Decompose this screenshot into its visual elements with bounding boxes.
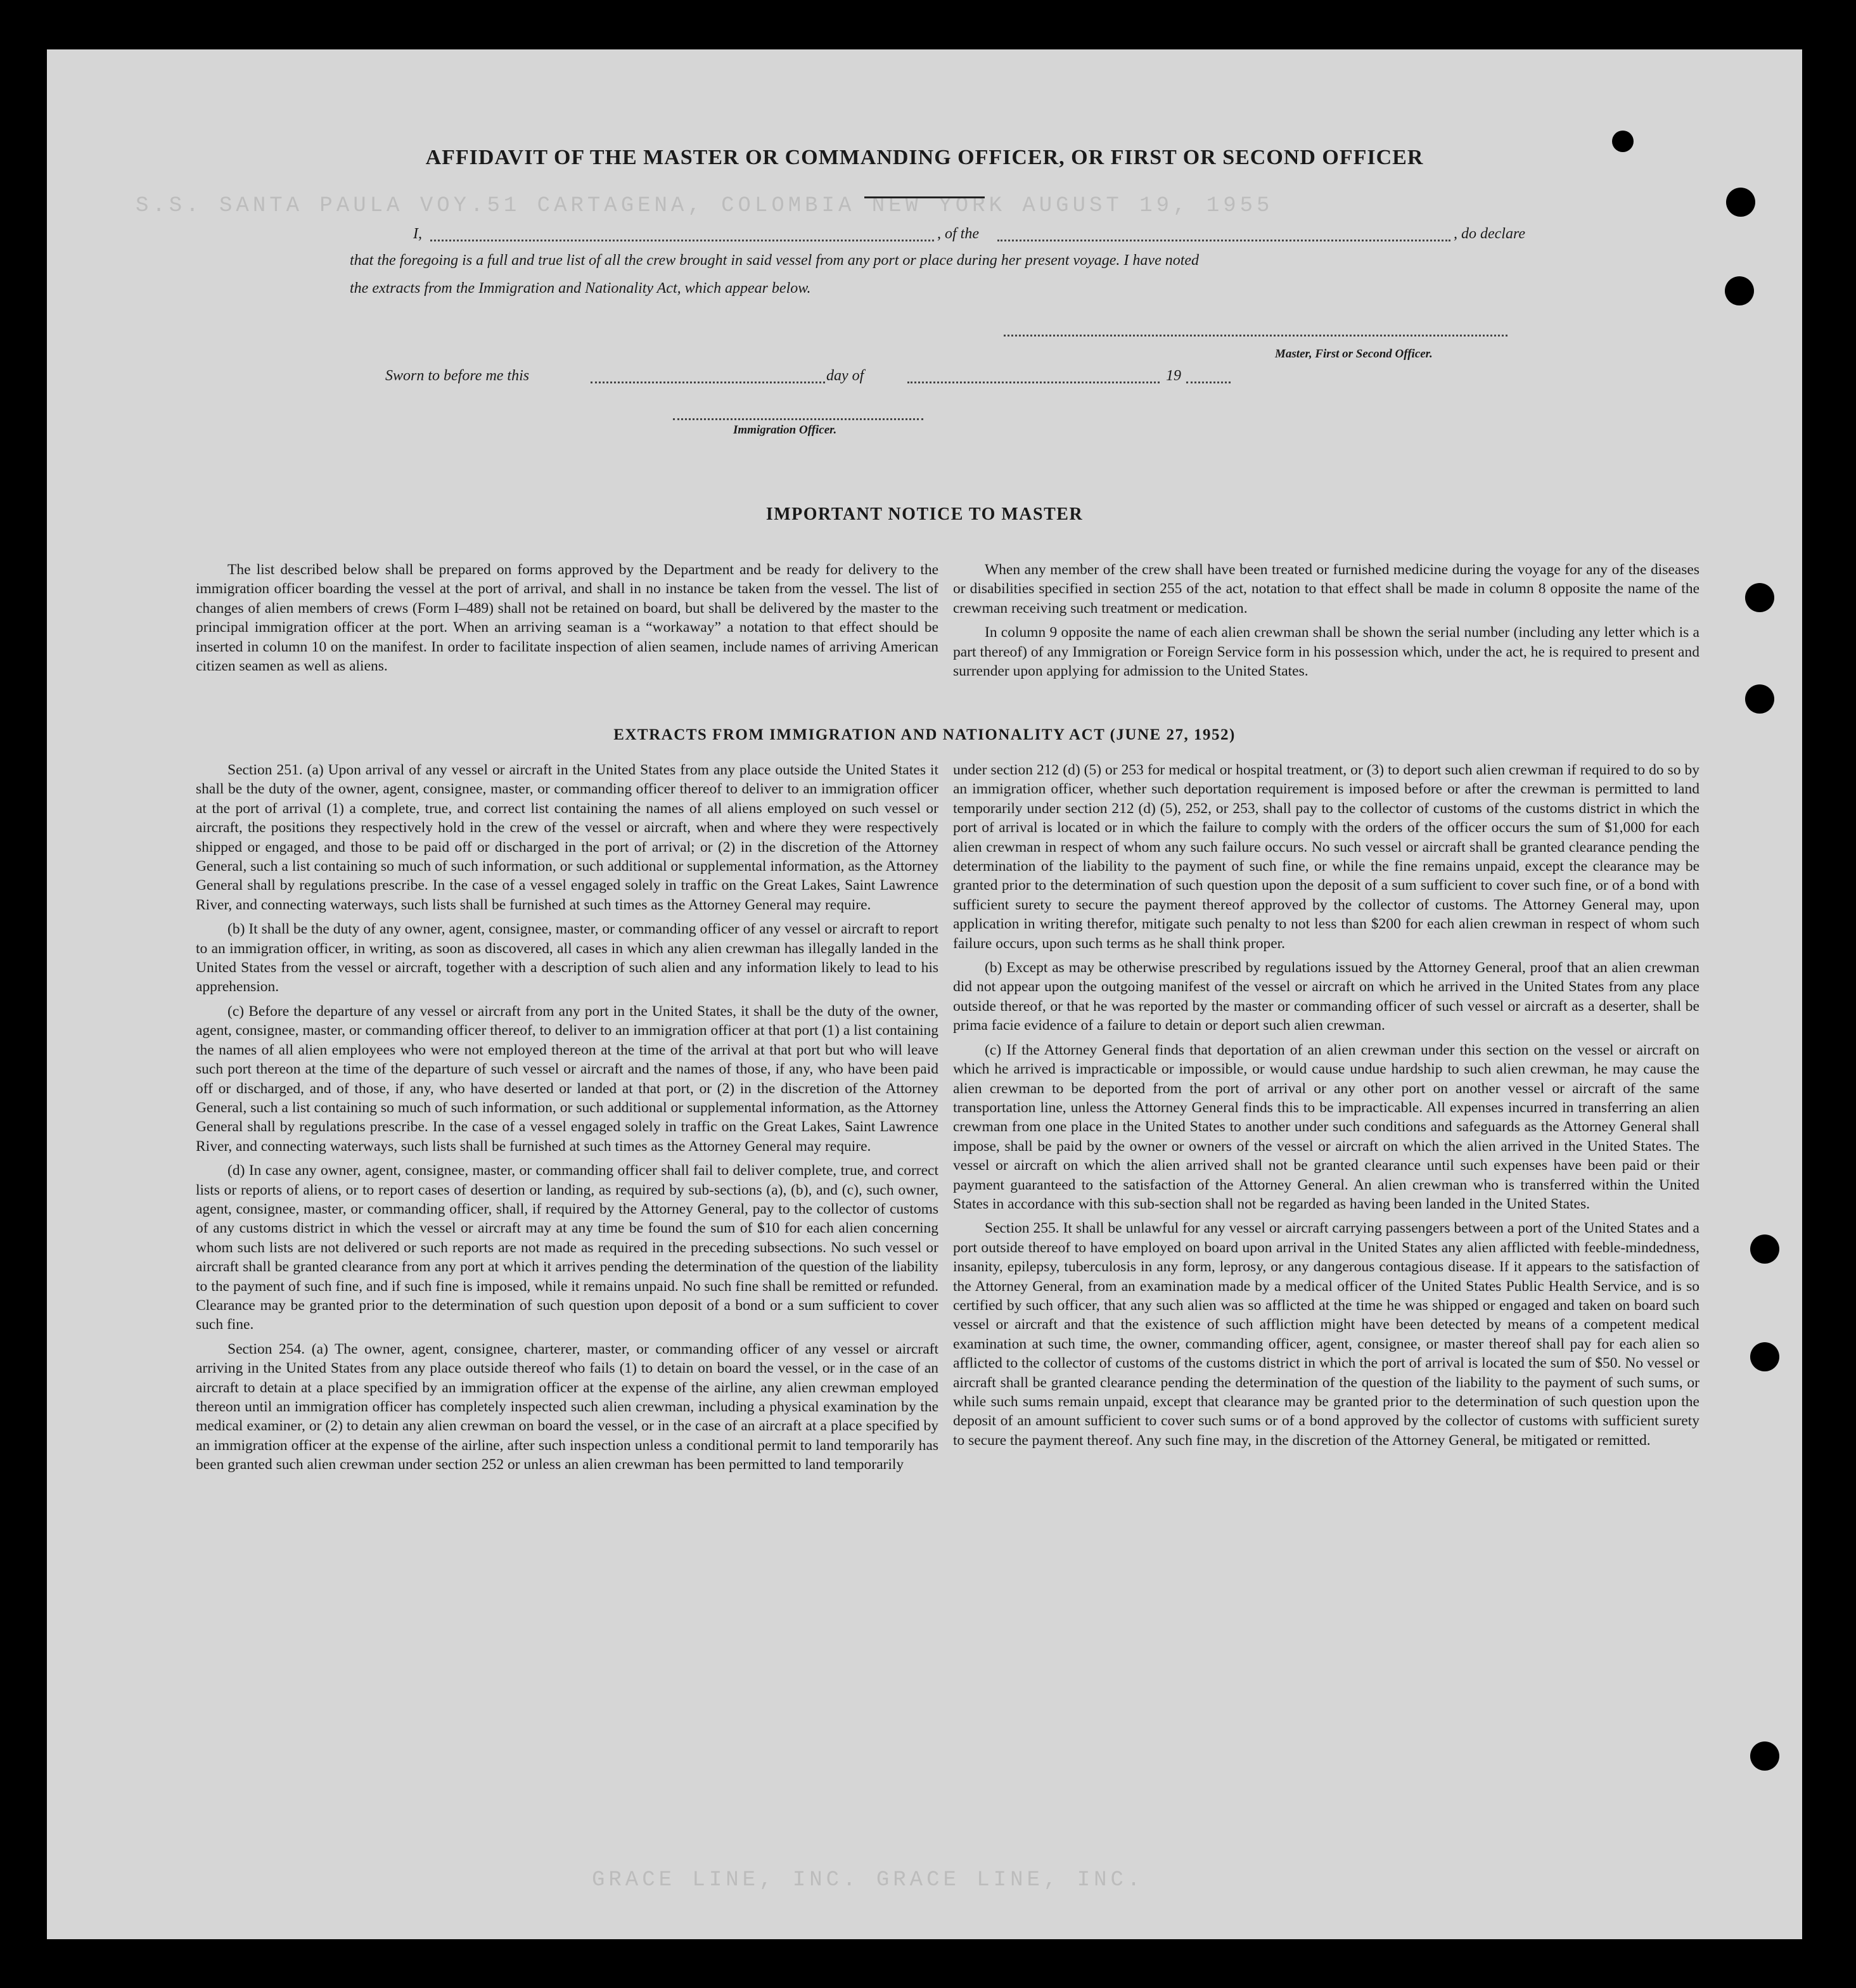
extracts-left-column [196,760,938,1480]
year-label: 19 [1166,368,1181,384]
notice-title: IMPORTANT NOTICE TO MASTER [765,504,1084,524]
sworn-label: Sworn to before me this [385,368,530,384]
declaration-do-declare: , do declare [1454,226,1526,242]
extracts-title: EXTRACTS FROM IMMIGRATION AND NATIONALITY ACT (JUNE 27, 1952) [613,726,1236,743]
notice-paragraph: When any member of the crew shall have been treated or furnished medicine during the voyage for any of the diseases or disabilities specified in section 255 of the act, notation to that effect shall be made in column 8 opposite the name of the crewman receiving such treatment or medication. [953,561,1699,617]
bleed-through-footer: GRACE LINE, INC. GRACE LINE, INC. [592,1868,1144,1892]
day-of-label: day of [826,368,864,384]
section-paragraph: (c) Before the departure of any vessel or aircraft from any port in the United States, it shall be the duty of the owner, agent, consignee, master, or commanding officer thereof, to deliver to an immigration officer at that port (1) a list containing the names of all alien employees who were not employed thereon at the time of the arrival at that port but who will leave such port thereon at the time of the departure of such vessel or aircraft and the names of those, if any, who have been paid off or discharged, and of those, if any, who have deserted or landed at that port, or (2) in the discretion of the Attorney General, such a list containing so much of such information, or such additional or supplemental information, as the Attorney General shall by regulations prescribe. In the case of a vessel engaged solely in traffic on the Great Lakes, Saint Lawrence River, and connecting waterways, such lists shall be furnished at such times as the Attorney General may require. [196,1003,938,1155]
declaration-i: I, [413,226,422,242]
punch-hole [1726,188,1755,217]
section-paragraph: under section 212 (d) (5) or 253 for medical or hospital treatment, or (3) to deport such alien crewman if required to do so by an immigration officer, whether such deportation requirement is imposed before or after the crewman is permitted to land temporarily under section 212 (d) (5), 252, or 253, shall pay to the collector of customs of the customs district in which the port of arrival is located or in which the failure to comply with the orders of the officer occurs the sum of $1,000 for each alien crewman in respect of whom any such failure occurs. No such vessel or aircraft shall be granted clearance pending the determination of the liability to the payment of such fine, or while the fine remains unpaid, except the clearance may be granted prior to the determination of such question upon the deposit of a sum sufficient to cover such fine, or of a bond with sufficient surety to secure the payment thereof approved by the collector of customs. The Attorney General may, upon application in writing therefor, mitigate such penalty to not less than $200 for each alien crewman in respect of whom such failure occurs, upon such terms as he shall think proper. [953,762,1699,952]
master-signature-caption: Master, First or Second Officer. [1275,347,1433,361]
sworn-day-line[interactable] [591,382,825,383]
master-signature-line[interactable] [1004,335,1507,337]
bleed-through-header: S.S. SANTA PAULA VOY.51 CARTAGENA, COLOMBIA NEW YORK AUGUST 19, 1955 [136,194,1274,218]
officer-signature-line[interactable] [673,418,923,420]
vessel-line[interactable] [997,240,1450,241]
extracts-right-column [953,760,1699,1455]
declaration-of-the: , of the [937,226,979,242]
section-paragraph: Section 255. It shall be unlawful for any vessel or aircraft carrying passengers between a port of the United States and a port outside thereof to have employed on board upon arrival in the United States any alien afflicted with feeble-mindedness, insanity, epilepsy, tuberculosis in any form, leprosy, or any dangerous contagious disease. If it appears to the satisfaction of the Attorney General, from an examination made by a medical officer of the United States Public Health Service, and is so certified by such officer, that any such alien was so afflicted at the time he was shipped or engaged and taken on board such vessel or aircraft and that the existence of such affliction might have been detected by means of a competent medical examination at such time, the owner, commanding officer, agent, consignee, or master thereof shall pay for each alien so afflicted to the collector of customs of the customs district in which the port of arrival is located the sum of $50. No vessel or aircraft shall be granted clearance pending the determination of the question of the liability to the payment of such sums, or while such sums remain unpaid, except that clearance may be granted prior to the determination of such question upon the deposit of an amount sufficient to cover such sums or of a bond approved by the collector of customs with sufficient surety to secure the payment thereof. Any such fine may, in the discretion of the Attorney General, be mitigated or remitted. [953,1220,1699,1449]
name-line[interactable] [430,240,934,241]
section-paragraph: (c) If the Attorney General finds that deportation of an alien crewman under this section on the vessel or aircraft on which he arrived is impracticable or impossible, or would cause undue hardship to such alien crewman, he may cause the alien crewman to be deported from the port of arrival or any other port on another vessel or aircraft of the same transportation line, unless the Attorney General finds this to be impracticable. All expenses incurred in transferring an alien crewman from one place in the United States to another under such conditions and safeguards as the Attorney General shall impose, shall be paid by the owner or owners of the vessel or aircraft on which the alien arrived in the United States. The vessel or aircraft on which the alien arrived shall not be granted clearance until such expenses have been paid or their payment guaranteed to the satisfaction of the Attorney General. An alien crewman who is transferred within the United States in accordance with this sub-section shall not be regarded as having been landed in the United States. [953,1041,1699,1212]
sworn-month-line[interactable] [907,382,1160,383]
affidavit-title: AFFIDAVIT OF THE MASTER OR COMMANDING OFFICER, OR FIRST OR SECOND OFFICER [425,146,1424,169]
punch-hole [1750,1342,1779,1371]
officer-signature-caption: Immigration Officer. [733,423,837,437]
notice-paragraph: The list described below shall be prepared on forms approved by the Department and be ready for delivery to the immigration officer boarding the vessel at the port of arrival, and shall in no instance be taken from the vessel. The list of changes of alien members of crews (Form I–489) shall not be retained on board, but shall be delivered by the master to the principal immigration officer at the port. When an arriving seaman is a “workaway” a notation to that effect should be inserted in column 10 on the manifest. In order to facilitate inspection of alien seamen, include names of arriving American citizen seamen as well as aliens. [196,561,938,675]
section-paragraph: Section 254. (a) The owner, agent, consignee, charterer, master, or commanding officer of any vessel or aircraft arriving in the United States from any place outside thereof who fails (1) to detain on board the vessel, or in the case of an aircraft to detain at a place specified by an immigration officer at the expense of the airline, any alien crewman employed thereon until an immigration officer has completely inspected such alien crewman, including a physical examination by the medical examiner, or (2) to detain any alien crewman on board the vessel, or in the case of an aircraft at a place specified by an immigration officer at the expense of the airline, after such inspection unless a conditional permit to land temporarily has been granted such alien crewman under section 252 or unless an alien crewman has been permitted to land temporarily [196,1340,938,1473]
section-paragraph: (d) In case any owner, agent, consignee, master, or commanding officer shall fail to deliver complete, true, and correct lists or reports of aliens, or to report cases of desertion or landing, as required by sub-sections (a), (b), and (c), such owner, agent, consignee, master, or commanding officer, shall, if required by the Attorney General, pay to the collector of customs of any customs district in which the vessel or aircraft may at any time be found the sum of $10 for each alien concerning whom such lists are not delivered or such reports are not made as required in the preceding subsections. No such vessel or aircraft shall be granted clearance from any port at which it arrives pending the determination of the question of the liability to the payment of such fine, and if such fine is imposed, while it remains unpaid. No such fine shall be remitted or refunded. Clearance may be granted prior to the determination of such question upon deposit of a bond or a sum sufficient to cover such fine. [196,1162,938,1333]
notice-right-column [953,560,1699,686]
notice-paragraph: In column 9 opposite the name of each alien crewman shall be shown the serial number (including any letter which is a part thereof) of any Immigration or Foreign Service form in his possession which, under the act, he is required to present and surrender upon applying for admission to the United States. [953,624,1699,680]
punch-hole [1745,583,1774,612]
document-page [47,49,1802,1939]
declaration-statement: that the foregoing is a full and true list of all the crew brought in said vessel from any port or place during her present voyage. I have noted [350,252,1200,269]
punch-hole [1750,1234,1779,1264]
section-paragraph: Section 251. (a) Upon arrival of any vessel or aircraft in the United States from any place outside the United States it shall be the duty of the owner, agent, consignee, master, or commanding officer thereof to deliver to an immigration officer at the port of arrival (1) a complete, true, and correct list containing the names of all aliens employed on such vessel or aircraft, the positions they respectively hold in the crew of the vessel or aircraft, when and where they were respectively shipped or engaged, and those to be paid off or discharged in the port of arrival; or (2) in the discretion of the Attorney General, such a list containing so much of such information, or such additional or supplemental information, as the Attorney General shall by regulations prescribe. In the case of a vessel engaged solely in traffic on the Great Lakes, Saint Lawrence River, and connecting waterways, such lists shall be furnished at such times as the Attorney General may require. [196,762,938,913]
punch-hole [1750,1741,1779,1771]
punch-hole [1745,684,1774,714]
punch-hole [1725,276,1754,305]
sworn-year-line[interactable] [1186,382,1231,383]
section-paragraph: (b) Except as may be otherwise prescribed by regulations issued by the Attorney General, proof that an alien crewman did not appear upon the outgoing manifest of the vessel or aircraft on which he arrived in the United States from any place outside thereof, or that he was reported by the master or commanding officer of such vessel or aircraft as a deserter, shall be prima facie evidence of a failure to detain or deport such alien crewman. [953,959,1699,1034]
declaration-statement-cont: the extracts from the Immigration and Nationality Act, which appear below. [350,280,811,297]
title-underline [864,196,985,198]
section-paragraph: (b) It shall be the duty of any owner, agent, consignee, master, or commanding officer of any vessel or aircraft to report to an immigration officer, in writing, as soon as discovered, all cases in which any alien crewman has illegally landed in the United States from the vessel or aircraft, together with a description of such alien and any information likely to lead to his apprehension. [196,921,938,996]
notice-left-column [196,560,938,681]
